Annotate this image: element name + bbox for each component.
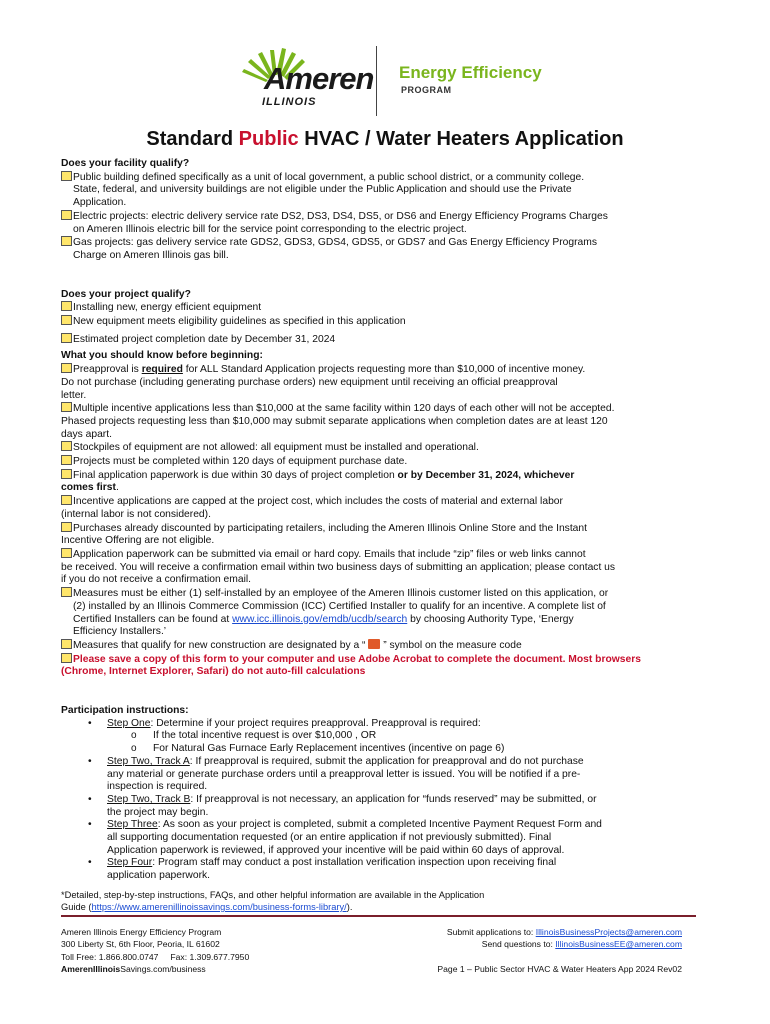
ameren-wordmark: Ameren	[264, 61, 374, 96]
step-three-text1: : As soon as your project is completed, submit a completed Incentive Payment Request Form and	[157, 819, 602, 831]
step-two-a-text3: inspection is required.	[107, 781, 208, 793]
title-part1: Standard	[146, 128, 239, 150]
newcon-checkbox[interactable]	[61, 639, 72, 649]
forms-library-link[interactable]: https://www.amerenillinoissavings.com/business-forms-library/	[91, 901, 347, 912]
measures-text-1: Measures must be either (1) self-installed by an employee of the Ameren Illinois customer listed on this application, or	[73, 588, 609, 600]
multiple-text-3: days apart.	[61, 428, 112, 440]
questions-email-link[interactable]: IllinoisBusinessEE@ameren.com	[555, 939, 682, 950]
discounted-text-1: Purchases already discounted by participating retailers, including the Ameren Illinois Online Store and the Instant	[73, 522, 587, 534]
icc-installer-link[interactable]: www.icc.illinois.gov/emdb/ucdb/search	[232, 613, 408, 625]
newcon-text-a: Measures that qualify for new construction are designated by a “	[73, 639, 369, 651]
step-one-label: Step One	[107, 717, 151, 729]
email-text-2: be received. You will receive a confirmation email within two business days of submitting an application; please contact us	[61, 561, 616, 573]
footer-contact	[61, 926, 249, 976]
footer-submission	[437, 926, 682, 975]
preapproval-text-a: Preapproval is	[73, 364, 142, 376]
step-two-a-label: Step Two, Track A	[107, 755, 190, 767]
stockpiles-text: Stockpiles of equipment are not allowed: all equipment must be installed and operational.	[73, 442, 479, 454]
discounted-checkbox[interactable]	[61, 522, 72, 532]
preapproval-checkbox[interactable]	[61, 363, 72, 373]
note-line2a: Guide (	[61, 901, 92, 912]
project-installing-label: Installing new, energy efficient equipment	[73, 302, 262, 314]
facility-item-electric	[61, 210, 695, 236]
project-completion-label: Estimated project completion date by December 31, 2024	[73, 333, 336, 345]
measures-text-2: (2) installed by an Illinois Commerce Commission (ICC) Certified Installer to qualify for an incentive. A complete list of	[73, 600, 606, 612]
step-four-text1: : Program staff may conduct a post installation verification inspection upon receiving final	[152, 857, 557, 869]
illinois-wordmark: ILLINOIS	[262, 96, 317, 108]
questions-label: Send questions to:	[481, 939, 556, 950]
final-text-bold2: comes first	[61, 482, 116, 494]
step-one-subitems	[107, 730, 695, 755]
facility-electric-checkbox[interactable]	[61, 210, 72, 220]
step-two-b-label: Step Two, Track B	[107, 793, 191, 805]
facility-heading: Does your facility qualify?	[61, 158, 190, 169]
step-two-b-text2: the project may begin.	[107, 806, 209, 818]
participation-steps	[61, 718, 695, 883]
project-completion-checkbox[interactable]	[61, 333, 72, 343]
footer-site-bold: AmerenIllinois	[61, 964, 121, 975]
multiple-text-1: Multiple incentive applications less than $10,000 at the same facility within 120 days of each other will not be accepted.	[73, 403, 615, 415]
step-three	[61, 819, 695, 857]
application-content	[61, 158, 695, 913]
measures-text-3a: Certified Installers can be found at	[73, 613, 233, 625]
step-two-b-text1: : If preapproval is not necessary, an application for “funds reserved” may be submitted, or	[190, 793, 597, 805]
capped-text-2: (internal labor is not considered).	[61, 508, 211, 520]
submit-label: Submit applications to:	[446, 927, 536, 937]
facility-item-public	[61, 171, 695, 210]
footer-phones: Toll Free: 1.866.800.0747 Fax: 1.309.677.7950	[61, 951, 250, 962]
title-public: Public	[238, 128, 299, 150]
capped-checkbox[interactable]	[61, 495, 72, 505]
project-heading: Does your project qualify?	[61, 288, 191, 300]
preapproval-text-b: for ALL Standard Application projects requesting more than $10,000 of incentive money.	[182, 364, 586, 376]
facility-gas-line1: Gas projects: gas delivery service rate GDS2, GDS3, GDS4, GDS5, or GDS7 and Gas Energy Efficiency Programs	[73, 237, 598, 249]
title-part2: HVAC / Water Heaters Application	[298, 128, 624, 150]
step-three-label: Step Three	[107, 819, 158, 831]
facility-gas-line2: Charge on Ameren Illinois gas bill.	[73, 249, 229, 261]
facility-electric-line1: Electric projects: electric delivery service rate DS2, DS3, DS4, DS5, or DS6 and Energy Efficiency Programs Charges	[73, 210, 608, 222]
energy-efficiency-title: Energy Efficiency	[399, 63, 542, 82]
final-text-end: .	[115, 482, 119, 494]
final-checkbox[interactable]	[61, 469, 72, 479]
step-two-a	[61, 756, 695, 794]
step-one-sub2: o For Natural Gas Furnace Early Replacement incentives (incentive on page 6)	[107, 743, 695, 756]
application-guide-note	[61, 889, 695, 913]
new-construction-icon	[368, 639, 380, 649]
measures-text-3b: by choosing Authority Type, ‘Energy	[407, 613, 574, 625]
completed-checkbox[interactable]	[61, 455, 72, 465]
step-one-sub1: o If the total incentive request is over $10,000 , OR	[107, 730, 695, 743]
final-text-bold: or by December 31, 2024, whichever	[397, 469, 575, 481]
email-text-3: if you do not receive a confirmation email.	[61, 574, 252, 586]
footer-site-rest: Savings.com/business	[120, 964, 206, 975]
step-four	[61, 857, 695, 882]
preapproval-text-d: letter.	[61, 389, 87, 401]
multiple-checkbox[interactable]	[61, 402, 72, 412]
facility-public-line1: Public building defined specifically as a unit of local government, a public school district, or a community college.	[73, 171, 585, 183]
step-three-text3: Application paperwork is reviewed, if approved your incentive will be paid within 60 days of approval.	[107, 844, 565, 856]
step-one	[61, 718, 695, 756]
facility-electric-line2: on Ameren Illinois electric bill for the service point corresponding to the electric project.	[73, 223, 467, 235]
facility-gas-checkbox[interactable]	[61, 236, 72, 246]
footer-rule	[61, 915, 696, 917]
capped-text-1: Incentive applications are capped at the project cost, which includes the costs of material and external labor	[73, 496, 563, 508]
step-two-a-text1: : If preapproval is required, submit the application for preapproval and do not purchase	[189, 755, 584, 767]
project-guidelines-checkbox[interactable]	[61, 315, 72, 325]
save-checkbox[interactable]	[61, 653, 72, 663]
email-checkbox[interactable]	[61, 548, 72, 558]
note-line2b: ).	[346, 901, 353, 912]
step-four-text2: application paperwork.	[107, 870, 211, 882]
facility-item-gas	[61, 236, 695, 262]
step-two-b	[61, 794, 695, 819]
step-three-text2: all supporting documentation requested (or an entire application if not previously submitted). Final	[107, 832, 552, 844]
email-text-1: Application paperwork can be submitted via email or hard copy. Emails that include “zip” files or web links cannot	[73, 548, 586, 560]
participation-heading: Participation instructions:	[61, 705, 189, 717]
page-title	[0, 128, 770, 151]
measures-text-4: Efficiency Installers.’	[73, 626, 167, 638]
page-info: Page 1 – Public Sector HVAC & Water Heaters App 2024 Rev02	[437, 963, 682, 974]
program-label: PROGRAM	[401, 85, 452, 95]
step-one-text: : Determine if your project requires preapproval. Preapproval is required:	[150, 717, 481, 729]
completed-text: Projects must be completed within 120 days of equipment purchase date.	[73, 456, 408, 468]
footer-org: Ameren Illinois Energy Efficiency Program	[61, 927, 222, 937]
discounted-text-2: Incentive Offering are not eligible.	[61, 535, 215, 547]
submit-email-link[interactable]: IllinoisBusinessProjects@ameren.com	[535, 927, 682, 937]
note-line1: *Detailed, step-by-step instructions, FAQs, and other helpful information are available in the Application	[61, 889, 485, 900]
facility-public-line2: State, federal, and university buildings are not eligible under the Public Application and should use the Private	[73, 184, 572, 196]
facility-public-checkbox[interactable]	[61, 171, 72, 181]
newcon-text-b: ” symbol on the measure code	[380, 639, 522, 651]
step-two-a-text2: any material or generate purchase orders until a preapproval letter is issued. You will be notified if a pre-	[107, 768, 581, 780]
save-warning-2: (Chrome, Internet Explorer, Safari) do not auto-fill calculations	[61, 666, 366, 678]
measures-checkbox[interactable]	[61, 587, 72, 597]
final-text-a: Final application paperwork is due within 30 days of project completion	[73, 469, 398, 481]
footer-address: 300 Liberty St, 6th Floor, Peoria, IL 61602	[61, 939, 220, 950]
step-four-label: Step Four	[107, 857, 153, 869]
save-warning-1: Please save a copy of this form to your computer and use Adobe Acrobat to complete the document. Most browsers	[73, 653, 641, 665]
stockpiles-checkbox[interactable]	[61, 441, 72, 451]
know-heading: What you should know before beginning:	[61, 350, 263, 362]
project-guidelines-label: New equipment meets eligibility guidelines as specified in this application	[73, 316, 406, 328]
multiple-text-2: Phased projects requesting less than $10,000 may submit separate applications when completion dates are at least 120	[61, 415, 608, 427]
facility-public-line3: Application.	[73, 197, 127, 209]
project-installing-checkbox[interactable]	[61, 301, 72, 311]
header-divider	[376, 46, 377, 116]
preapproval-required: required	[141, 364, 183, 376]
preapproval-text-c: Do not purchase (including generating purchase orders) new equipment until receiving an official preapproval	[61, 376, 558, 388]
